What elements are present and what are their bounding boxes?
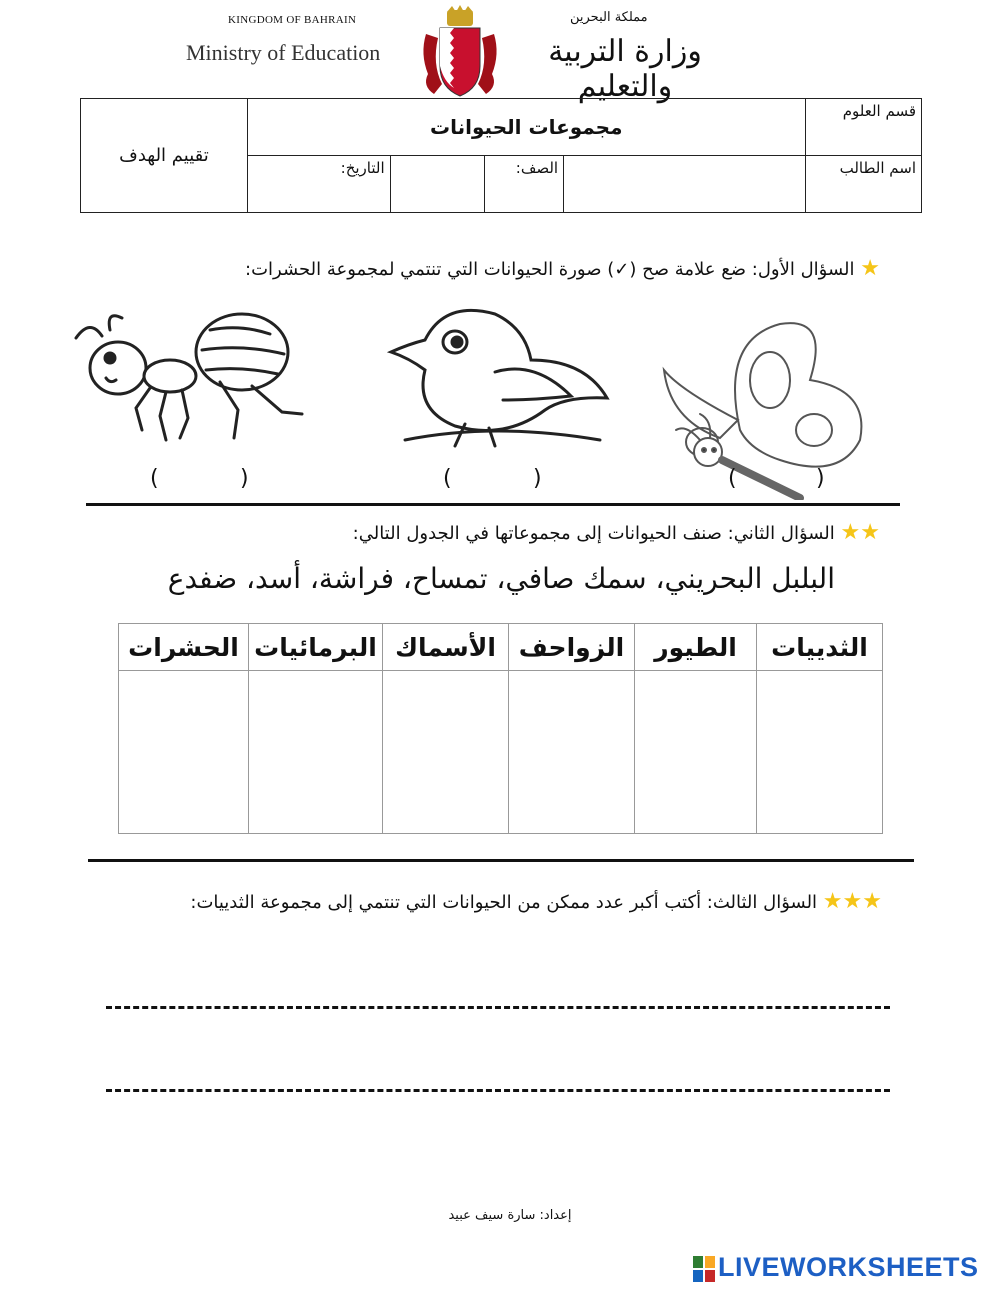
answer-cell[interactable] (509, 671, 635, 834)
answer-line-1[interactable] (106, 1006, 890, 1009)
ministry-ar: وزارة التربية والتعليم (548, 34, 702, 104)
word-list: البلبل البحريني، سمك صافي، تمساح، فراشة، أسد، ضفدع (167, 562, 835, 595)
kingdom-en: KINGDOM OF BAHRAIN (228, 14, 357, 26)
question-1 (245, 256, 880, 281)
answer-cell[interactable] (383, 671, 509, 834)
answer-line-2[interactable] (106, 1089, 890, 1092)
answer-cell[interactable] (757, 671, 883, 834)
divider-1 (86, 503, 900, 506)
groups-table (118, 623, 883, 834)
star-icon: ★ (842, 889, 863, 914)
bird-answer-close: ) (533, 466, 542, 491)
ministry-en: Ministry of Education (186, 40, 381, 65)
butterfly-answer-box[interactable] (740, 468, 812, 492)
question-2-text: السؤال الثاني: صنف الحيوانات إلى مجموعاتها في الجدول التالي: (352, 523, 835, 544)
butterfly-answer-open: ( (728, 466, 737, 491)
department-cell: قسم العلوم (805, 99, 921, 156)
column-header: الحشرات (119, 624, 249, 671)
column-header: الثدييات (757, 624, 883, 671)
star-icon: ★ (860, 256, 880, 281)
ant-answer-box[interactable] (162, 468, 238, 492)
kingdom-ar: مملكة البحرين (570, 10, 648, 25)
question-3 (142, 884, 882, 921)
column-header: الأسماك (383, 624, 509, 671)
star-icon: ★ (822, 889, 843, 914)
student-name-field[interactable] (564, 156, 806, 213)
divider-2 (88, 859, 914, 862)
question-2 (353, 520, 880, 545)
ant-answer-close: ) (240, 466, 249, 491)
star-icon: ★ (860, 520, 880, 545)
star-icon: ★ (840, 520, 861, 545)
ant-answer-open: ( (150, 466, 159, 491)
answer-cell[interactable] (249, 671, 383, 834)
evaluation-cell: تقييم الهدف (81, 99, 248, 213)
answer-cell[interactable] (119, 671, 249, 834)
column-header: الزواحف (509, 624, 635, 671)
liveworksheets-logo-icon (693, 1256, 715, 1282)
bird-answer-box[interactable] (455, 468, 531, 492)
bird-image (385, 300, 625, 460)
ant-image (70, 300, 315, 450)
info-table (80, 98, 922, 213)
class-field[interactable] (390, 156, 484, 213)
answer-cell[interactable] (635, 671, 757, 834)
student-name-label: اسم الطالب (805, 156, 921, 213)
bird-answer-open: ( (443, 466, 452, 491)
question-1-text: السؤال الأول: ضع علامة صح (✓) صورة الحيوانات التي تنتمي لمجموعة الحشرات: (245, 259, 855, 280)
question-3-text: السؤال الثالث: أكتب أكبر عدد ممكن من الحيوانات التي تنتمي إلى مجموعة الثدييات: (190, 892, 818, 913)
star-icon: ★ (862, 889, 882, 914)
class-label: الصف: (485, 156, 564, 213)
author-credit: إعداد: سارة سيف عبيد (448, 1208, 572, 1223)
column-header: الطيور (635, 624, 757, 671)
column-header: البرمائيات (249, 624, 383, 671)
butterfly-answer-close: ) (816, 466, 825, 491)
date-label: التاريخ: (247, 156, 390, 213)
bahrain-emblem-icon (420, 4, 500, 100)
worksheet-title: مجموعات الحيوانات (247, 99, 805, 156)
liveworksheets-brand[interactable]: LIVEWORKSHEETS (718, 1252, 979, 1282)
